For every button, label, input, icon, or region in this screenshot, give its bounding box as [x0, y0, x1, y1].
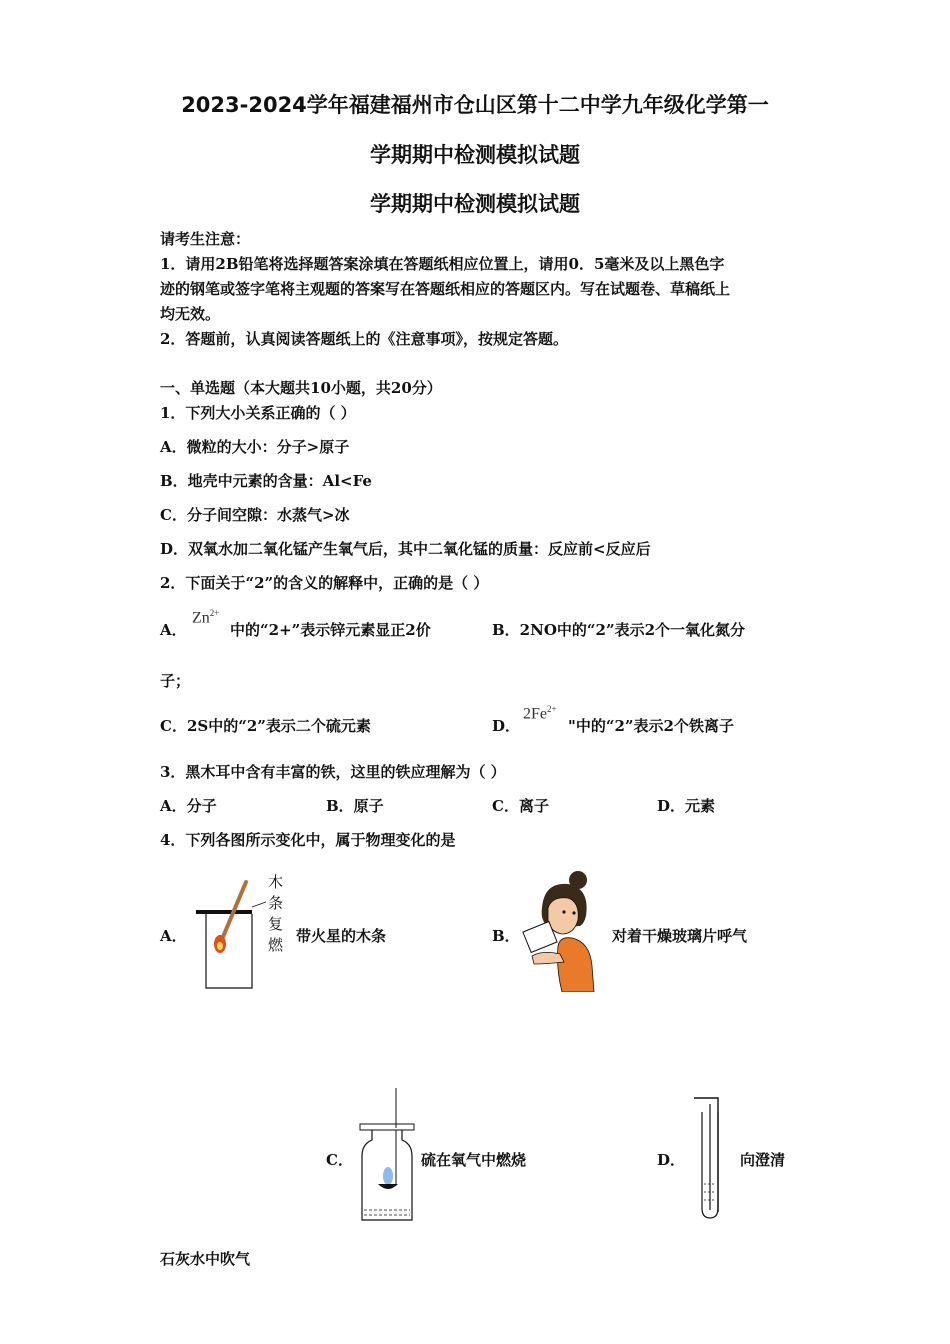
q4-option-d-caption-continued: 石灰水中吹气 [160, 1250, 251, 1268]
notice-heading: 请考生注意： [160, 230, 251, 248]
q2-option-b: B．2NO中的“2”表示2个一氧化氮分 [492, 621, 746, 639]
q3-option-a: A．分子 [160, 797, 217, 815]
q2-option-c: C．2S中的“2”表示二个硫元素 [160, 717, 371, 735]
notice-item-1-line-1: 1．请用2B铅笔将选择题答案涂填在答题纸相应位置上，请用0．5毫米及以上黑色字 [160, 255, 725, 273]
q4-option-c-caption: 硫在氧气中燃烧 [421, 1151, 527, 1169]
blowing-into-limewater-icon [690, 1094, 730, 1220]
q1-option-b: B．地壳中元素的含量：Al<Fe [160, 472, 372, 490]
title-line-2: 学期期中检测模拟试题 [370, 143, 580, 167]
q2-formula-zn [192, 608, 219, 627]
q4-option-c-label: C． [326, 1151, 353, 1169]
q4-figure-a-char: 木 [268, 873, 284, 891]
q4-option-b-label: B． [492, 927, 520, 945]
q4-figure-a-char: 燃 [268, 936, 284, 954]
q4-figure-a-char: 复 [268, 915, 284, 933]
notice-item-1-line-2: 迹的钢笔或签字笔将主观题的答案写在答题纸相应的答题区内。写在试题卷、草稿纸上 [160, 280, 731, 298]
notice-item-2: 2．答题前，认真阅读答题纸上的《注意事项》，按规定答题。 [160, 330, 568, 348]
q2-formula-zn-base: Zn [192, 609, 210, 627]
q4-figure-a-label [268, 872, 286, 956]
title-line-1: 2023-2024学年福建福州市仓山区第十二中学九年级化学第一 [181, 93, 769, 117]
q1-option-d: D．双氧水加二氧化锰产生氧气后，其中二氧化锰的质量：反应前<反应后 [160, 540, 651, 558]
q3-stem: 3．黑木耳中含有丰富的铁，这里的铁应理解为（ ） [160, 763, 506, 781]
q1-stem: 1．下列大小关系正确的（ ） [160, 404, 356, 422]
q3-option-d: D．元素 [657, 797, 716, 815]
q2-option-b-continued: 子； [160, 672, 191, 690]
jar-with-glowing-splint-icon [196, 880, 266, 992]
q4-option-d-caption: 向澄清 [740, 1151, 786, 1169]
q4-stem: 4．下列各图所示变化中，属于物理变化的是 [160, 831, 456, 849]
girl-breathing-on-glass-icon [520, 868, 600, 992]
q4-option-a-caption: 带火星的木条 [296, 927, 387, 945]
q2-option-a-text: 中的“2+”表示锌元素显正2价 [230, 621, 431, 639]
q2-formula-fe-base: 2Fe [523, 705, 547, 723]
q2-stem: 2．下面关于“2”的含义的解释中，正确的是（ ） [160, 574, 489, 592]
q3-option-c: C．离子 [492, 797, 549, 815]
q4-figure-a-char: 条 [268, 894, 284, 912]
q1-option-c: C．分子间空隙：水蒸气>冰 [160, 506, 350, 524]
q3-option-b: B．原子 [326, 797, 384, 815]
sulfur-burning-in-oxygen-icon [356, 1088, 418, 1222]
q2-formula-fe-charge: 2+ [547, 704, 557, 714]
q2-option-a-label: A． [160, 621, 187, 639]
q2-option-d-label: D． [492, 717, 521, 735]
q4-option-a-label: A． [160, 927, 187, 945]
q2-formula-zn-charge: 2+ [209, 608, 220, 618]
title-line-3: 学期期中检测模拟试题 [370, 192, 580, 216]
q2-option-d-text: "中的“2”表示2个铁离子 [568, 717, 734, 735]
q2-formula-fe [523, 704, 557, 723]
q1-option-a: A．微粒的大小：分子>原子 [160, 438, 350, 456]
q4-option-d-label: D． [657, 1151, 686, 1169]
q4-option-b-caption: 对着干燥玻璃片呼气 [612, 927, 748, 945]
section-heading: 一、单选题（本大题共10小题，共20分） [160, 379, 442, 397]
notice-item-1-line-3: 均无效。 [160, 305, 221, 323]
